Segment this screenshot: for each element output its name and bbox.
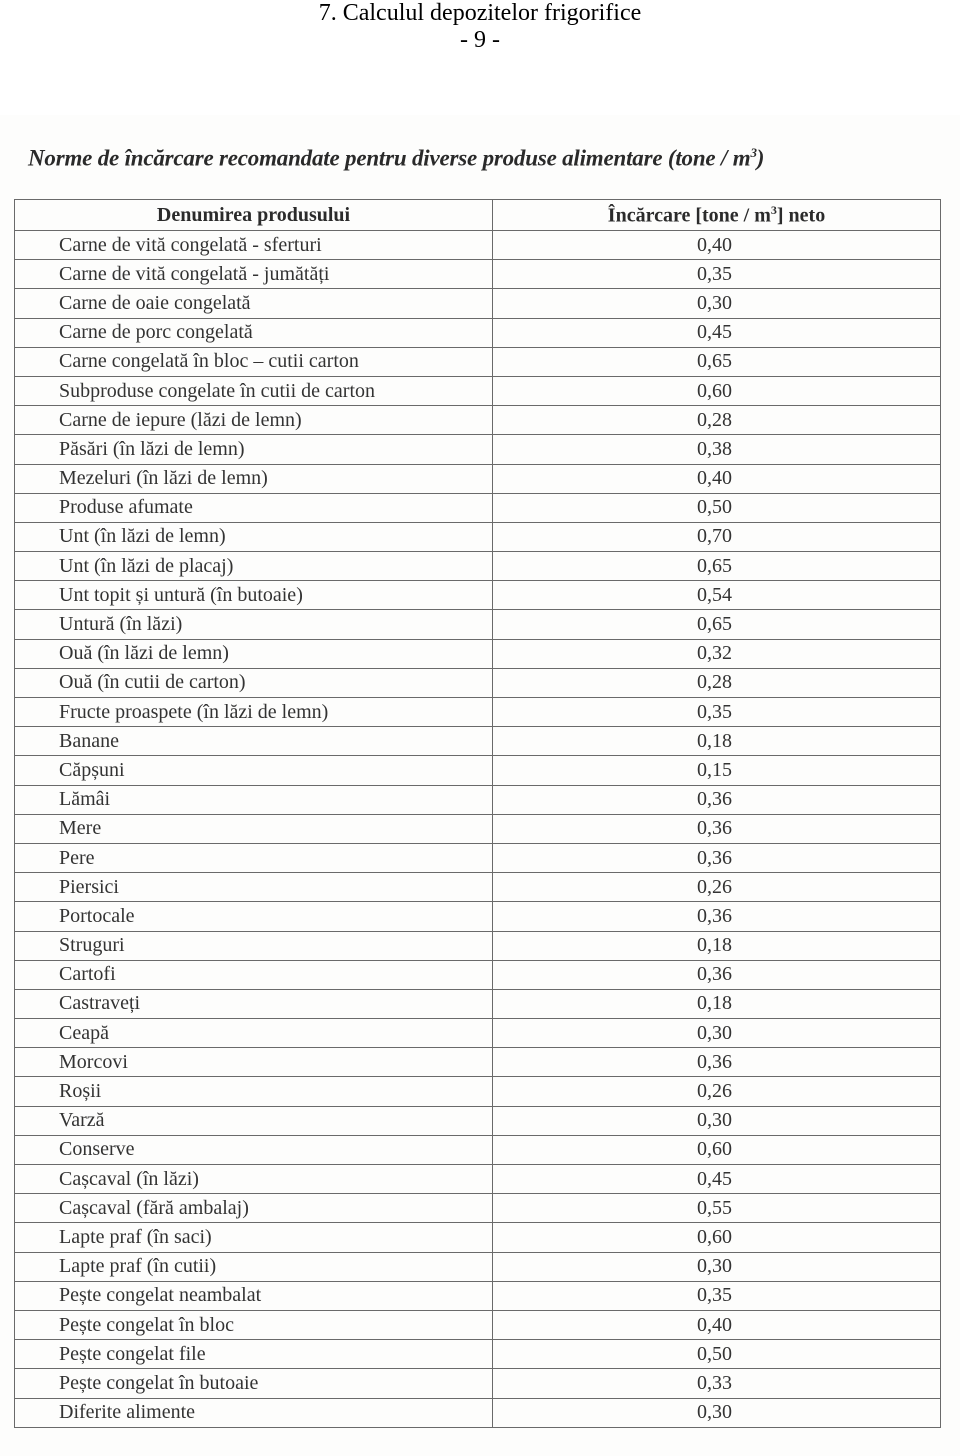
product-name-cell: Păsări (în lăzi de lemn): [15, 435, 493, 464]
table-row: [15, 1165, 941, 1194]
table-row: [15, 347, 941, 376]
table-row: [15, 1223, 941, 1252]
column-header-load-exponent: 3: [770, 202, 777, 217]
product-name-cell: Cașcaval (în lăzi): [15, 1165, 493, 1194]
product-name-cell: Ouă (în cutii de carton): [15, 668, 493, 697]
product-name-cell: Carne de vită congelată - sferturi: [15, 231, 493, 260]
load-value-cell: 0,70: [493, 522, 941, 551]
product-name-cell: Morcovi: [15, 1048, 493, 1077]
product-name-cell: Fructe proaspete (în lăzi de lemn): [15, 698, 493, 727]
table-body: [15, 231, 941, 1428]
product-name-cell: Subproduse congelate în cutii de carton: [15, 376, 493, 405]
table-row: [15, 1252, 941, 1281]
load-value-cell: 0,36: [493, 785, 941, 814]
product-name-cell: Lapte praf (în saci): [15, 1223, 493, 1252]
table-row: [15, 639, 941, 668]
product-name-cell: Mere: [15, 814, 493, 843]
table-row: [15, 1106, 941, 1135]
product-name-cell: Unt (în lăzi de lemn): [15, 522, 493, 551]
table-row: [15, 435, 941, 464]
load-value-cell: 0,30: [493, 1398, 941, 1427]
product-name-cell: Lapte praf (în cutii): [15, 1252, 493, 1281]
page-header: [0, 0, 960, 54]
product-name-cell: Ouă (în lăzi de lemn): [15, 639, 493, 668]
product-name-cell: Mezeluri (în lăzi de lemn): [15, 464, 493, 493]
table-title-exponent: 3: [750, 145, 757, 160]
table-row: [15, 931, 941, 960]
table-row: [15, 785, 941, 814]
product-name-cell: Pește congelat file: [15, 1340, 493, 1369]
load-value-cell: 0,28: [493, 406, 941, 435]
product-name-cell: Ceapă: [15, 1019, 493, 1048]
product-name-cell: Lămâi: [15, 785, 493, 814]
table-row: [15, 960, 941, 989]
load-value-cell: 0,60: [493, 1135, 941, 1164]
product-name-cell: Căpșuni: [15, 756, 493, 785]
table-row: [15, 289, 941, 318]
load-value-cell: 0,30: [493, 289, 941, 318]
product-name-cell: Untură (în lăzi): [15, 610, 493, 639]
load-value-cell: 0,26: [493, 873, 941, 902]
table-row: [15, 581, 941, 610]
load-value-cell: 0,36: [493, 902, 941, 931]
product-name-cell: Cartofi: [15, 960, 493, 989]
load-value-cell: 0,35: [493, 698, 941, 727]
load-value-cell: 0,28: [493, 668, 941, 697]
load-value-cell: 0,38: [493, 435, 941, 464]
product-name-cell: Carne de iepure (lăzi de lemn): [15, 406, 493, 435]
table-row: [15, 1340, 941, 1369]
column-header-product: Denumirea produsului: [15, 200, 493, 231]
product-name-cell: Unt (în lăzi de placaj): [15, 552, 493, 581]
product-name-cell: Pește congelat neambalat: [15, 1281, 493, 1310]
product-name-cell: Pere: [15, 843, 493, 872]
product-name-cell: Carne de porc congelată: [15, 318, 493, 347]
load-value-cell: 0,35: [493, 1281, 941, 1310]
load-value-cell: 0,65: [493, 610, 941, 639]
load-value-cell: 0,36: [493, 814, 941, 843]
table-row: [15, 1019, 941, 1048]
table-title-end: ): [756, 145, 765, 171]
product-name-cell: Portocale: [15, 902, 493, 931]
product-name-cell: Unt topit și untură (în butoaie): [15, 581, 493, 610]
table-row: [15, 493, 941, 522]
column-header-load-post: ] neto: [776, 204, 826, 227]
table-row: [15, 1281, 941, 1310]
load-value-cell: 0,18: [493, 727, 941, 756]
product-name-cell: Roșii: [15, 1077, 493, 1106]
table-row: [15, 1194, 941, 1223]
load-value-cell: 0,54: [493, 581, 941, 610]
table-row: [15, 698, 941, 727]
load-value-cell: 0,40: [493, 1310, 941, 1339]
table-row: [15, 843, 941, 872]
load-value-cell: 0,15: [493, 756, 941, 785]
table-row: [15, 318, 941, 347]
product-name-cell: Varză: [15, 1106, 493, 1135]
load-value-cell: 0,45: [493, 1165, 941, 1194]
load-value-cell: 0,40: [493, 231, 941, 260]
table-row: [15, 1077, 941, 1106]
load-value-cell: 0,32: [493, 639, 941, 668]
table-row: [15, 873, 941, 902]
column-header-load-pre: Încărcare [tone / m: [607, 204, 771, 227]
table-row: [15, 1398, 941, 1427]
load-value-cell: 0,36: [493, 1048, 941, 1077]
table-title-text: Norme de încărcare recomandate pentru diverse produse alimentare (tone / m: [28, 145, 751, 171]
load-value-cell: 0,30: [493, 1106, 941, 1135]
table-row: [15, 1135, 941, 1164]
table-row: [15, 1369, 941, 1398]
load-value-cell: 0,45: [493, 318, 941, 347]
table-row: [15, 989, 941, 1018]
load-value-cell: 0,40: [493, 464, 941, 493]
product-name-cell: Cașcaval (fără ambalaj): [15, 1194, 493, 1223]
product-name-cell: Carne de oaie congelată: [15, 289, 493, 318]
table-row: [15, 1048, 941, 1077]
load-value-cell: 0,55: [493, 1194, 941, 1223]
load-value-cell: 0,65: [493, 552, 941, 581]
product-name-cell: Piersici: [15, 873, 493, 902]
table-row: [15, 668, 941, 697]
load-value-cell: 0,60: [493, 376, 941, 405]
table-row: [15, 552, 941, 581]
product-name-cell: Banane: [15, 727, 493, 756]
page-number: - 9 -: [460, 27, 500, 53]
table-row: [15, 376, 941, 405]
load-norms-table: [14, 199, 941, 1428]
table-row: [15, 464, 941, 493]
table-row: [15, 260, 941, 289]
table-row: [15, 610, 941, 639]
load-value-cell: 0,18: [493, 931, 941, 960]
table-row: [15, 1310, 941, 1339]
load-value-cell: 0,36: [493, 843, 941, 872]
table-row: [15, 756, 941, 785]
column-header-load: [493, 200, 941, 231]
table-row: [15, 814, 941, 843]
table-row: [15, 231, 941, 260]
table-row: [15, 727, 941, 756]
product-name-cell: Pește congelat în bloc: [15, 1310, 493, 1339]
load-value-cell: 0,33: [493, 1369, 941, 1398]
load-value-cell: 0,60: [493, 1223, 941, 1252]
load-value-cell: 0,18: [493, 989, 941, 1018]
table-row: [15, 902, 941, 931]
table-header-row: [15, 200, 941, 231]
product-name-cell: Castraveți: [15, 989, 493, 1018]
chapter-title: 7. Calculul depozitelor frigorifice: [318, 0, 642, 26]
product-name-cell: Struguri: [15, 931, 493, 960]
table-title: [28, 138, 928, 174]
load-value-cell: 0,35: [493, 260, 941, 289]
product-name-cell: Diferite alimente: [15, 1398, 493, 1427]
load-value-cell: 0,30: [493, 1019, 941, 1048]
product-name-cell: Conserve: [15, 1135, 493, 1164]
product-name-cell: Carne congelată în bloc – cutii carton: [15, 347, 493, 376]
load-value-cell: 0,30: [493, 1252, 941, 1281]
load-value-cell: 0,50: [493, 493, 941, 522]
load-value-cell: 0,36: [493, 960, 941, 989]
product-name-cell: Produse afumate: [15, 493, 493, 522]
load-value-cell: 0,26: [493, 1077, 941, 1106]
product-name-cell: Pește congelat în butoaie: [15, 1369, 493, 1398]
load-value-cell: 0,50: [493, 1340, 941, 1369]
table-row: [15, 406, 941, 435]
load-value-cell: 0,65: [493, 347, 941, 376]
product-name-cell: Carne de vită congelată - jumătăți: [15, 260, 493, 289]
table-row: [15, 522, 941, 551]
